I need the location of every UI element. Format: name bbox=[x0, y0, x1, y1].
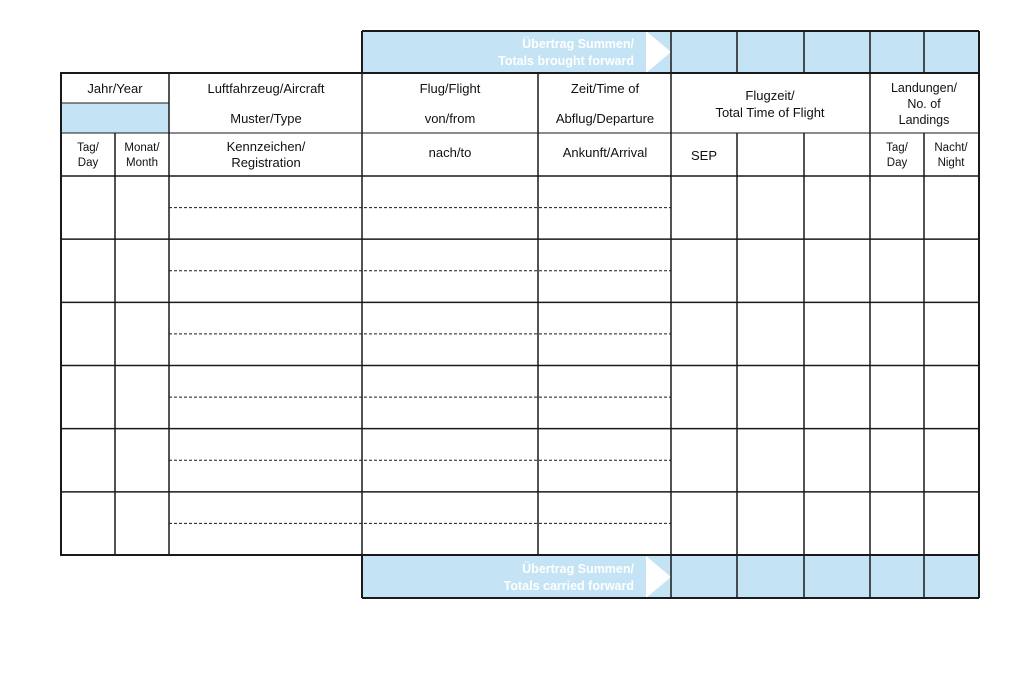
logbook-table bbox=[61, 73, 979, 555]
subheader-registration-line2: Registration bbox=[231, 155, 301, 170]
header-labels bbox=[77, 81, 968, 170]
totals-brought-forward-label-line1: Übertrag Summen/ bbox=[522, 37, 634, 51]
subheader-registration-line1: Kennzeichen/ bbox=[226, 139, 306, 154]
totals-carried-forward-label-line1: Übertrag Summen/ bbox=[522, 562, 634, 576]
subheader-landing-night-line2: Night bbox=[937, 157, 965, 169]
subheader-landing-day-line1: Tag/ bbox=[886, 142, 908, 154]
totals-brought-forward-label-line2: Totals brought forward bbox=[498, 54, 634, 68]
header-flight: Flug/Flight bbox=[419, 81, 481, 96]
header-type: Muster/Type bbox=[230, 111, 302, 126]
year-input-cell[interactable] bbox=[61, 103, 169, 133]
subheader-day-line1: Tag/ bbox=[77, 142, 99, 154]
header-departure: Abflug/Departure bbox=[555, 111, 655, 126]
header-landings-line1: Landungen/ bbox=[890, 81, 958, 95]
subheader-sep: SEP bbox=[691, 148, 718, 163]
totals-brought-forward-band bbox=[362, 31, 979, 73]
header-time-of: Zeit/Time of bbox=[570, 81, 640, 96]
header-aircraft: Luftfahrzeug/Aircraft bbox=[207, 81, 325, 96]
subheader-landing-day-line2: Day bbox=[886, 157, 908, 169]
subheader-arrival: Ankunft/Arrival bbox=[562, 145, 648, 160]
header-from: von/from bbox=[424, 111, 476, 126]
subheader-month-line2: Month bbox=[126, 157, 158, 169]
subheader-to: nach/to bbox=[428, 145, 472, 160]
header-landings-line2: No. of bbox=[907, 97, 941, 111]
header-flight-time-line1: Flugzeit/ bbox=[745, 88, 795, 103]
subheader-landing-night-line1: Nacht/ bbox=[934, 142, 968, 154]
entry-rows bbox=[61, 208, 979, 524]
subheader-month-line1: Monat/ bbox=[124, 142, 160, 154]
subheader-day-line2: Day bbox=[77, 157, 99, 169]
header-flight-time-line2: Total Time of Flight bbox=[715, 105, 825, 120]
totals-carried-forward-label-line2: Totals carried forward bbox=[503, 579, 634, 593]
header-year: Jahr/Year bbox=[87, 81, 143, 96]
header-landings-line3: Landings bbox=[898, 113, 950, 127]
totals-carried-forward-band bbox=[362, 555, 979, 598]
